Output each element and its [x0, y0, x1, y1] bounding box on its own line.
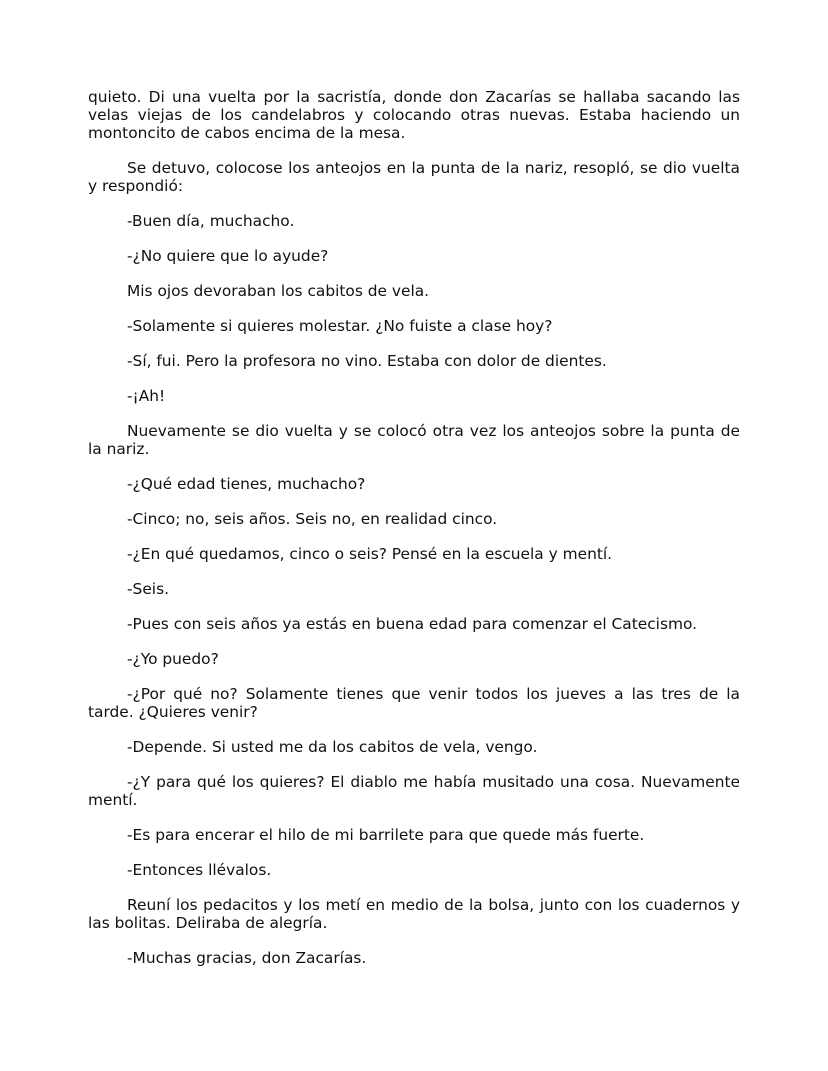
paragraph-3: -Buen día, muchacho. [127, 212, 295, 230]
paragraph-12: -¿En qué quedamos, cinco o seis? Pensé en la escuela y mentí. [127, 545, 613, 563]
paragraph-1: quieto. Di una vuelta por la sacristía, donde don Zacarías se hallaba sacando las velas viejas de los candelabros y colocando otras nuevas. Estaba haciendo un montoncito de cabos encima de la mesa. [88, 88, 740, 142]
paragraph-22: -Muchas gracias, don Zacarías. [127, 949, 367, 967]
paragraph-10: -¿Qué edad tienes, muchacho? [127, 475, 366, 493]
paragraph-9: Nuevamente se dio vuelta y se colocó otra vez los anteojos sobre la punta de la nariz. [88, 422, 740, 458]
paragraph-19: -Es para encerar el hilo de mi barrilete para que quede más fuerte. [127, 826, 645, 844]
paragraph-18: -¿Y para qué los quieres? El diablo me había musitado una cosa. Nuevamente mentí. [88, 773, 740, 809]
paragraph-16: -¿Por qué no? Solamente tienes que venir todos los jueves a las tres de la tarde. ¿Quieres venir? [88, 685, 740, 721]
paragraph-4: -¿No quiere que lo ayude? [127, 247, 329, 265]
paragraph-8: -¡Ah! [127, 387, 166, 405]
paragraph-21: Reuní los pedacitos y los metí en medio de la bolsa, junto con los cuadernos y las bolitas. Deliraba de alegría. [88, 896, 740, 932]
document-page [88, 88, 740, 984]
paragraph-14: -Pues con seis años ya estás en buena edad para comenzar el Catecismo. [127, 615, 698, 633]
paragraph-11: -Cinco; no, seis años. Seis no, en realidad cinco. [127, 510, 498, 528]
paragraph-20: -Entonces llévalos. [127, 861, 272, 879]
paragraph-7: -Sí, fui. Pero la profesora no vino. Estaba con dolor de dientes. [127, 352, 607, 370]
paragraph-6: -Solamente si quieres molestar. ¿No fuiste a clase hoy? [127, 317, 553, 335]
paragraph-17: -Depende. Si usted me da los cabitos de vela, vengo. [127, 738, 538, 756]
paragraph-5: Mis ojos devoraban los cabitos de vela. [127, 282, 430, 300]
paragraph-13: -Seis. [127, 580, 169, 598]
paragraph-2: Se detuvo, colocose los anteojos en la punta de la nariz, resopló, se dio vuelta y respondió: [88, 159, 740, 195]
paragraph-15: -¿Yo puedo? [127, 650, 219, 668]
